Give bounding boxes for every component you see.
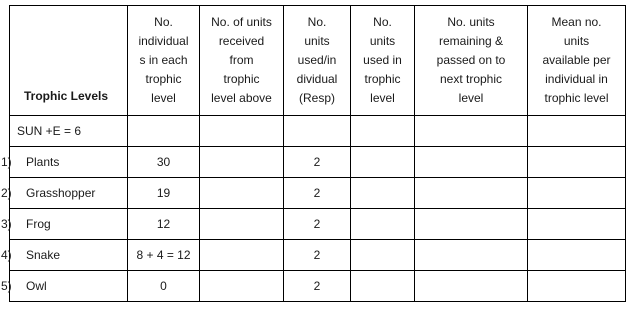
- used-per-individual-cell: 2: [284, 178, 351, 209]
- individuals-cell: 30: [128, 147, 200, 178]
- sun-received-cell: [200, 116, 284, 147]
- header-line: individual in: [545, 72, 608, 86]
- mean-available-cell: [528, 178, 626, 209]
- header-line: passed on to: [436, 53, 506, 67]
- level-name: Frog: [26, 216, 51, 231]
- header-line: level: [370, 91, 395, 105]
- header-line: units: [369, 34, 396, 48]
- table-body: [1, 116, 626, 302]
- header-line: (Resp): [298, 91, 335, 105]
- header-received: [200, 6, 284, 116]
- header-line: level: [458, 91, 484, 105]
- level-number: 1): [1, 154, 12, 169]
- mean-available-cell: [528, 271, 626, 302]
- received-cell: [200, 178, 284, 209]
- header-line: dividual: [296, 72, 338, 86]
- sun-used-in-level-cell: [351, 116, 415, 147]
- used-in-level-cell: [351, 240, 415, 271]
- individuals-cell: 19: [128, 178, 200, 209]
- header-line: remaining &: [438, 34, 504, 48]
- trophic-level-cell: [1, 209, 128, 240]
- header-used-in-level: [351, 6, 415, 116]
- level-number: 5): [1, 278, 12, 293]
- header-line: individual: [138, 34, 189, 48]
- remaining-cell: [415, 209, 528, 240]
- header-level: [10, 6, 128, 116]
- used-in-level-cell: [351, 271, 415, 302]
- received-cell: [200, 271, 284, 302]
- used-per-individual-cell: 2: [284, 240, 351, 271]
- header-line: No. of units: [211, 15, 272, 29]
- header-line: received: [218, 34, 265, 48]
- header-line: trophic: [145, 72, 182, 86]
- table-row: [10, 271, 626, 302]
- used-per-individual-cell: 2: [284, 271, 351, 302]
- sun-individuals-cell: [128, 116, 200, 147]
- level-name: Snake: [26, 247, 61, 262]
- header-line: s in each: [139, 53, 188, 67]
- received-cell: [200, 240, 284, 271]
- received-cell: [200, 147, 284, 178]
- table-row: [10, 240, 626, 271]
- remaining-cell: [415, 178, 528, 209]
- level-number: 4): [1, 247, 12, 262]
- header-individuals: [128, 6, 200, 116]
- header-line: level: [151, 91, 176, 105]
- trophic-level-cell: [1, 147, 128, 178]
- mean-available-cell: [528, 147, 626, 178]
- individuals-cell: 8 + 4 = 12: [128, 240, 200, 271]
- trophic-level-cell: [1, 178, 128, 209]
- table-header-row: [10, 6, 626, 116]
- received-cell: [200, 209, 284, 240]
- sun-used-per-individual-cell: [284, 116, 351, 147]
- header-line: No. units: [447, 15, 495, 29]
- header-remaining: [415, 6, 528, 116]
- header-mean-available: [528, 6, 626, 116]
- individuals-cell: 12: [128, 209, 200, 240]
- trophic-level-cell: [1, 271, 128, 302]
- trophic-levels-table: [1, 5, 626, 302]
- header-line: level above: [211, 91, 272, 105]
- sun-row: [10, 116, 626, 147]
- used-per-individual-cell: 2: [284, 209, 351, 240]
- sun-remaining-cell: [415, 116, 528, 147]
- header-line: available per: [542, 53, 611, 67]
- header-line: Trophic Levels: [24, 89, 109, 103]
- level-number: 3): [1, 216, 12, 231]
- mean-available-cell: [528, 240, 626, 271]
- header-line: Mean no.: [551, 15, 602, 29]
- header-line: units: [304, 34, 330, 48]
- remaining-cell: [415, 240, 528, 271]
- individuals-cell: 0: [128, 271, 200, 302]
- sun-mean-available-cell: [528, 116, 626, 147]
- header-line: No.: [373, 15, 392, 29]
- header-line: from: [229, 53, 254, 67]
- table-row: [10, 147, 626, 178]
- header-line: next trophic: [439, 72, 503, 86]
- header-line: trophic: [223, 72, 260, 86]
- header-line: used/in: [297, 53, 337, 67]
- header-line: trophic: [364, 72, 401, 86]
- remaining-cell: [415, 271, 528, 302]
- table-row: [10, 209, 626, 240]
- header-line: trophic level: [544, 91, 609, 105]
- remaining-cell: [415, 147, 528, 178]
- sun-energy-cell: SUN +E = 6: [10, 116, 128, 147]
- used-in-level-cell: [351, 147, 415, 178]
- level-name: Grasshopper: [26, 185, 96, 200]
- header-line: No.: [154, 15, 173, 29]
- level-name: Owl: [26, 278, 47, 293]
- used-in-level-cell: [351, 178, 415, 209]
- header-line: used in: [363, 53, 402, 67]
- trophic-level-cell: [1, 240, 128, 271]
- header-line: units: [563, 34, 590, 48]
- header-used-per-individual: [284, 6, 351, 116]
- level-name: Plants: [26, 154, 60, 169]
- level-number: 2): [1, 185, 12, 200]
- table-row: [10, 178, 626, 209]
- used-in-level-cell: [351, 209, 415, 240]
- mean-available-cell: [528, 209, 626, 240]
- used-per-individual-cell: 2: [284, 147, 351, 178]
- header-line: No.: [307, 15, 327, 29]
